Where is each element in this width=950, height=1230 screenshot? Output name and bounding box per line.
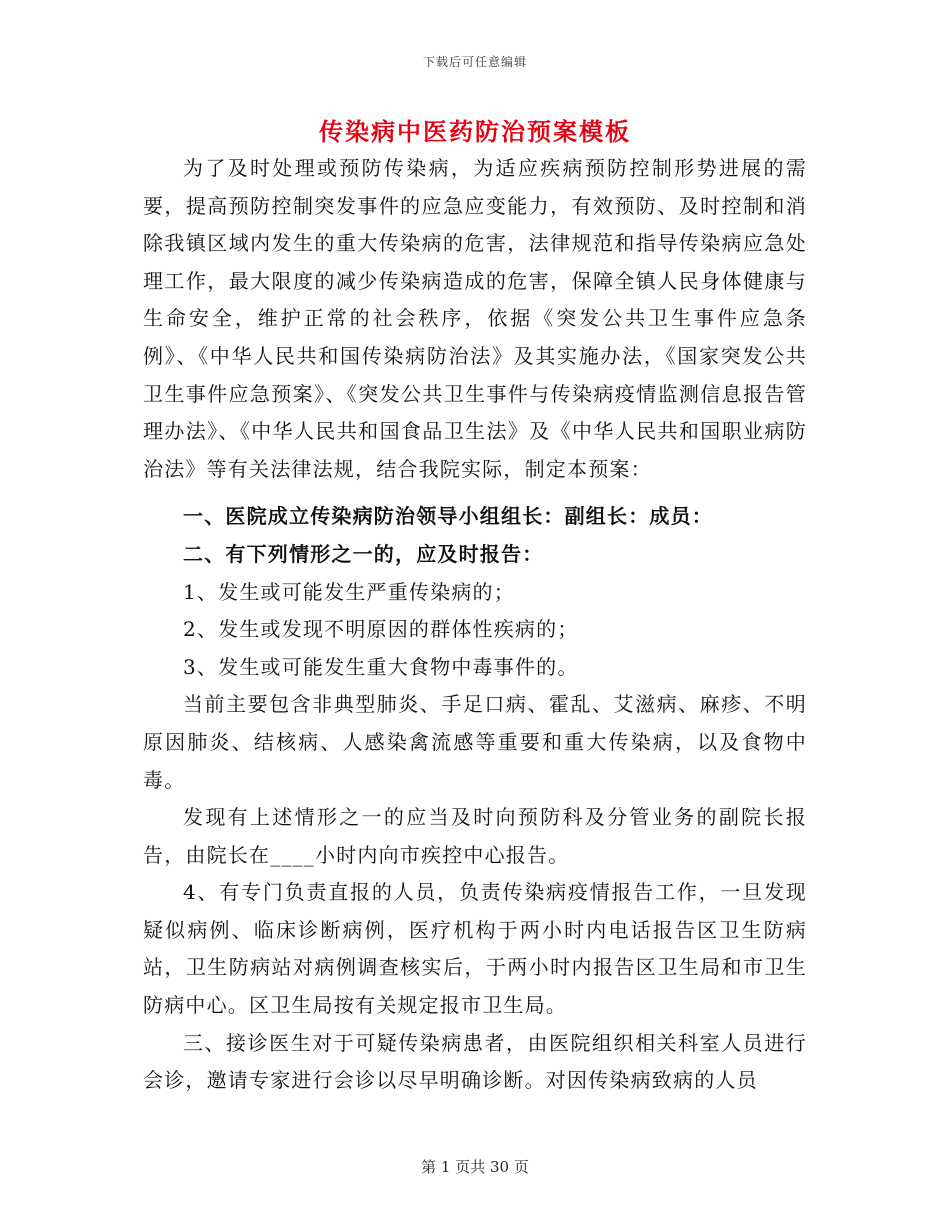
paragraph-diseases: 当前主要包含非典型肺炎、手足口病、霍乱、艾滋病、麻疹、不明原因肺炎、结核病、人感染禽流感等重要和重大传染病，以及食物中毒。 <box>143 692 807 792</box>
list-item-3: 3、发生或可能发生重大食物中毒事件的。 <box>183 654 579 679</box>
paragraph-intro: 为了及时处理或预防传染病，为适应疾病预防控制形势进展的需要，提高预防控制突发事件的应急应变能力，有效预防、及时控制和消除我镇区域内发生的重大传染病的危害，法律规范和指导传染病应急处理工作，最大限度的减少传染病造成的危害，保障全镇人民身体健康与生命安全，维护正常的社会秩序，依据《突发公共卫生事件应急条例》、《中华人民共和国传染病防治法》及其实施办法，《国家突发公共卫生事件应急预案》、《突发公共卫生事件与传染病疫情监测信息报告管理办法》、《中华人民共和国食品卫生法》及《中华人民共和国职业病防治法》等有关法律法规，结合我院实际，制定本预案： <box>143 156 807 481</box>
document-title: 传染病中医药防治预案模板 <box>319 117 631 146</box>
paragraph-consultation: 三、接诊医生对于可疑传染病患者，由医院组织相关科室人员进行会诊，邀请专家进行会诊以尽早明确诊断。对因传染病致病的人员 <box>143 1030 807 1093</box>
page-header-note: 下载后可任意编辑 <box>422 55 527 69</box>
document-body <box>143 150 807 1100</box>
paragraph-direct-report: 4、有专门负责直报的人员，负责传染病疫情报告工作，一旦发现疑似病例、临床诊断病例，医疗机构于两小时内电话报告区卫生防病站，卫生防病站对病例调查核实后，于两小时内报告区卫生局和市卫生防病中心。区卫生局按有关规定报市卫生局。 <box>143 880 807 1018</box>
list-item-2: 2、发生或发现不明原因的群体性疾病的； <box>183 617 579 642</box>
section-heading-reporting: 二、有下列情形之一的，应及时报告： <box>183 541 544 566</box>
paragraph-report-timing: 发现有上述情形之一的应当及时向预防科及分管业务的副院长报告，由院长在____小时内向市疾控中心报告。 <box>143 805 807 867</box>
page-number: 第 1 页共 30 页 <box>421 1158 529 1176</box>
section-heading-leadership: 一、医院成立传染病防治领导小组组长：副组长：成员： <box>183 504 713 529</box>
list-item-1: 1、发生或可能发生严重传染病的； <box>183 579 515 604</box>
